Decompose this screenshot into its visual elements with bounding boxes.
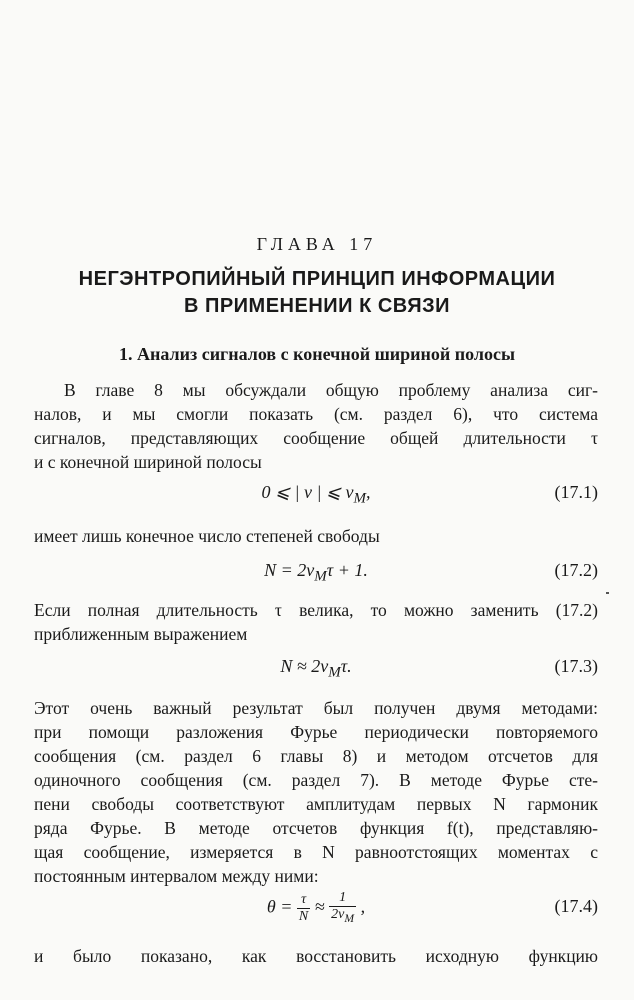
paragraph-1 xyxy=(34,378,598,474)
text-line: Если полная длительность τ велика, то можно заменить (17.2) xyxy=(34,600,598,620)
formula-expression: θ = $\frac{\tau}{N}$ ≈ $\frac{1}{2\nu_M}$ , xyxy=(266,890,366,925)
formula-17-3 xyxy=(34,656,598,690)
paragraph-5 xyxy=(34,944,598,968)
equation-number: (17.3) xyxy=(554,656,598,676)
formula-expression: $N \approx 2\nu_M\tau$. xyxy=(280,656,352,681)
equation-number: (17.1) xyxy=(554,482,598,502)
text-line: щая сообщение, измеряется в N равноотстоящих моментах с xyxy=(34,842,598,862)
formula-expression: 0 ⩽ | ν | ⩽ $\nu_M$, xyxy=(261,482,371,507)
equation-number: (17.4) xyxy=(554,896,598,916)
text-line: при помощи разложения Фурье периодически повторяемого xyxy=(34,722,598,742)
text-line: одиночного сообщения (см. раздел 7). В методе Фурье сте- xyxy=(34,770,598,790)
text-line: пени свободы соответствуют амплитудам первых N гармоник xyxy=(34,794,598,814)
section-title: 1. Анализ сигналов с конечной шириной полосы xyxy=(118,344,516,364)
text-line: постоянным интервалом между ними: xyxy=(34,866,319,886)
text-line: сообщения (см. раздел 6 главы 8) и методом отсчетов для xyxy=(34,746,598,766)
paragraph-2 xyxy=(34,524,598,548)
equation-number: (17.2) xyxy=(554,560,598,580)
chapter-title xyxy=(0,266,634,320)
paragraph-4 xyxy=(34,696,598,888)
text-line: имеет лишь конечное число степеней свободы xyxy=(34,526,380,546)
text-line: Этот очень важный результат был получен двумя методами: xyxy=(34,698,598,718)
text-line: ряда Фурье. В методе отсчетов функция f(t), представляю- xyxy=(34,818,598,838)
chapter-label: ГЛАВА 17 xyxy=(256,234,378,254)
text-line: приближенным выражением xyxy=(34,624,248,644)
formula-expression: $N = 2\nu_M\tau + 1$. xyxy=(264,560,368,585)
fraction: $\frac{\tau}{N}$ xyxy=(298,891,309,924)
text-line: налов, и мы смогли показать (см. раздел 6), что система xyxy=(34,404,598,424)
margin-mark xyxy=(606,592,609,594)
text-line: и с конечной шириной полосы xyxy=(34,452,262,472)
text-line: В главе 8 мы обсуждали общую проблему анализа сиг- xyxy=(64,380,598,400)
formula-17-4 xyxy=(34,886,598,930)
formula-17-2 xyxy=(34,560,598,594)
chapter-title-line-2: В ПРИМЕНЕНИИ К СВЯЗИ xyxy=(183,295,451,317)
text-line: сигналов, представляющих сообщение общей длительности τ xyxy=(34,428,598,448)
paragraph-3 xyxy=(34,598,598,646)
fraction: $\frac{1}{2\nu_M}$ xyxy=(331,890,355,925)
formula-17-1 xyxy=(34,482,598,516)
chapter-title-line-1: НЕГЭНТРОПИЙНЫЙ ПРИНЦИП ИНФОРМАЦИИ xyxy=(78,268,556,290)
text-line: и было показано, как восстановить исходную функцию xyxy=(34,946,598,966)
